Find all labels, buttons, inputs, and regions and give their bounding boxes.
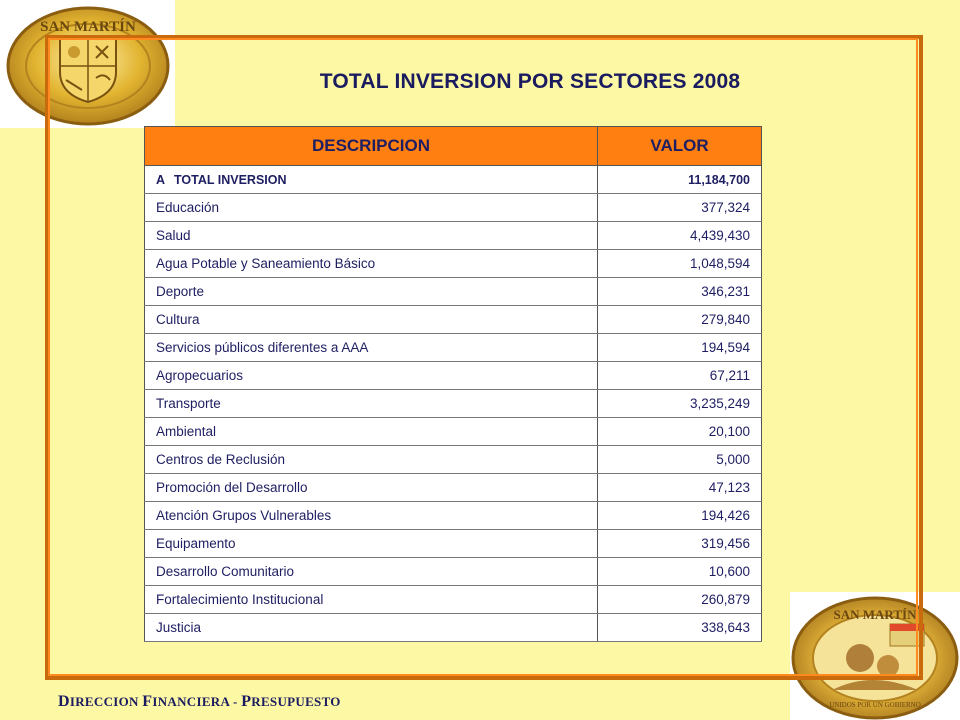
row-value: 377,324: [598, 194, 762, 222]
row-value: 67,211: [598, 362, 762, 390]
total-label: TOTAL INVERSION: [174, 172, 287, 187]
total-row: [145, 166, 762, 194]
row-value: 20,100: [598, 418, 762, 446]
row-description: Educación: [145, 194, 598, 222]
table-row: [145, 474, 762, 502]
row-description: Promoción del Desarrollo: [145, 474, 598, 502]
coat-of-arms-emblem-icon: [0, 0, 175, 128]
seal-emblem-icon: [790, 592, 960, 720]
row-value: 279,840: [598, 306, 762, 334]
table-row: [145, 530, 762, 558]
row-description: Servicios públicos diferentes a AAA: [145, 334, 598, 362]
footer-rest-d: IRECCION: [69, 694, 143, 709]
total-description: [145, 166, 598, 194]
row-description: Fortalecimiento Institucional: [145, 586, 598, 614]
table-row: [145, 250, 762, 278]
municipal-logo-bottom: [790, 592, 960, 720]
footer-cap-d: D: [58, 693, 70, 710]
row-value: 10,600: [598, 558, 762, 586]
row-description: Ambiental: [145, 418, 598, 446]
row-description: Transporte: [145, 390, 598, 418]
row-description: Atención Grupos Vulnerables: [145, 502, 598, 530]
row-description: Salud: [145, 222, 598, 250]
logo-top-text: SAN MARTÍN: [40, 19, 136, 35]
table-row: [145, 362, 762, 390]
table-row: [145, 334, 762, 362]
logo-bottom-text: SAN MARTÍN: [833, 607, 917, 622]
table-row: [145, 502, 762, 530]
table-row: [145, 446, 762, 474]
row-value: 319,456: [598, 530, 762, 558]
footer-rest-p: RESUPUESTO: [251, 694, 341, 709]
table-row: [145, 390, 762, 418]
table-row: [145, 586, 762, 614]
header-valor: VALOR: [598, 127, 762, 166]
table-row: [145, 306, 762, 334]
row-description: Desarrollo Comunitario: [145, 558, 598, 586]
total-value: 11,184,700: [598, 166, 762, 194]
investment-table: [144, 126, 762, 642]
row-description: Centros de Reclusión: [145, 446, 598, 474]
footer-cap-f: F: [142, 693, 153, 710]
municipal-logo-top: [0, 0, 175, 128]
row-value: 338,643: [598, 614, 762, 642]
table-row: [145, 614, 762, 642]
row-value: 194,594: [598, 334, 762, 362]
row-value: 194,426: [598, 502, 762, 530]
table-row: [145, 418, 762, 446]
row-description: Agropecuarios: [145, 362, 598, 390]
table-row: [145, 194, 762, 222]
total-letter: A: [156, 172, 166, 187]
row-value: 3,235,249: [598, 390, 762, 418]
table-header-row: [145, 127, 762, 166]
slide-title: TOTAL INVERSION POR SECTORES 2008: [319, 70, 741, 93]
row-value: 346,231: [598, 278, 762, 306]
row-description: Cultura: [145, 306, 598, 334]
footer-cap-p: P: [241, 693, 252, 710]
row-description: Deporte: [145, 278, 598, 306]
table-row: [145, 278, 762, 306]
table-row: [145, 222, 762, 250]
row-value: 5,000: [598, 446, 762, 474]
row-description: Equipamento: [145, 530, 598, 558]
row-description: Agua Potable y Saneamiento Básico: [145, 250, 598, 278]
table-row: [145, 558, 762, 586]
row-description: Justicia: [145, 614, 598, 642]
header-descripcion: DESCRIPCION: [145, 127, 598, 166]
row-value: 4,439,430: [598, 222, 762, 250]
footer-department: [58, 693, 341, 711]
row-value: 47,123: [598, 474, 762, 502]
logo-motto-text: UNIDOS POR UN GOBIERNO: [829, 701, 921, 709]
footer-rest-f: INANCIERA -: [152, 694, 242, 709]
row-value: 1,048,594: [598, 250, 762, 278]
row-value: 260,879: [598, 586, 762, 614]
